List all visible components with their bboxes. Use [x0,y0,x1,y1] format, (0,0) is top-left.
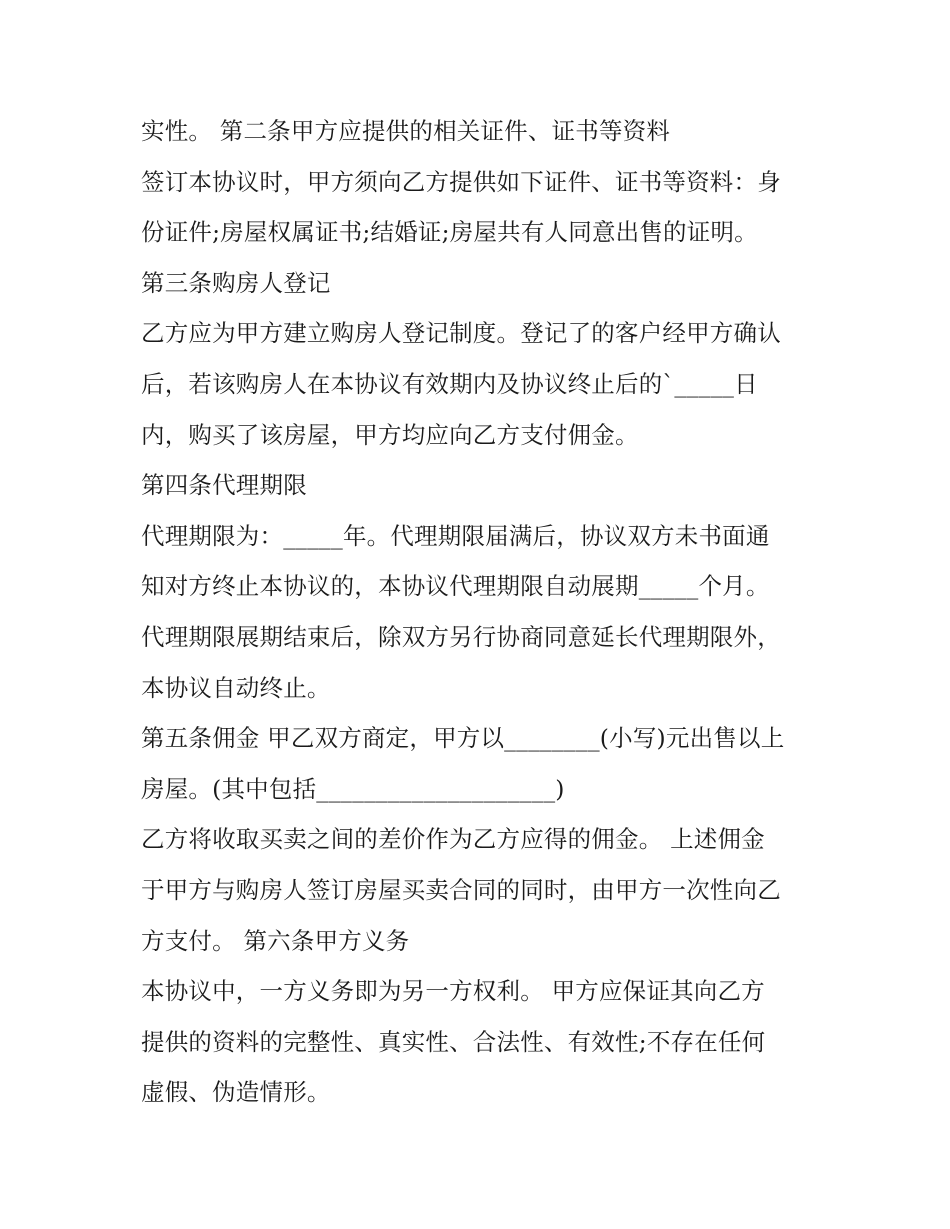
text-line: 代理期限为：_____年。代理期限届满后，协议双方未书面通 [141,521,770,550]
text-line: 乙方应为甲方建立购房人登记制度。登记了的客户经甲方确认 [141,319,781,348]
text-line: 本协议自动终止。 [141,673,331,702]
text-line: 方支付。 第六条甲方义务 [141,926,410,955]
text-line: 第五条佣金 甲乙双方商定，甲方以________(小写)元出售以上 [141,724,785,753]
text-line: 知对方终止本协议的，本协议代理期限自动展期_____个月。 [141,572,770,601]
text-line: 本协议中，一方义务即为另一方权利。 甲方应保证其向乙方 [141,977,765,1006]
text-line: 后，若该购房人在本协议有效期内及协议终止后的`_____日 [141,369,758,398]
text-line: 份证件;房屋权属证书;结婚证;房屋共有人同意出售的证明。 [141,218,758,247]
text-line: 代理期限展期结束后，除双方另行协商同意延长代理期限外， [141,622,781,651]
document-body [141,106,821,1118]
text-line: 实性。 第二条甲方应提供的相关证件、证书等资料 [141,117,671,145]
section-heading: 第四条代理期限 [141,471,307,500]
text-line: 房屋。(其中包括____________________) [141,774,565,803]
text-line: 签订本协议时，甲方须向乙方提供如下证件、证书等资料：身 [141,167,781,196]
text-line: 提供的资料的完整性、真实性、合法性、有效性;不存在任何 [141,1027,766,1056]
text-line: 虚假、伪造情形。 [141,1078,331,1107]
section-heading: 第三条购房人登记 [141,268,331,297]
text-line: 于甲方与购房人签订房屋买卖合同的同时，由甲方一次性向乙 [141,875,781,904]
text-line: 内，购买了该房屋，甲方均应向乙方支付佣金。 [141,420,639,449]
text-line: 乙方将收取买卖之间的差价作为乙方应得的佣金。 上述佣金 [141,825,765,854]
